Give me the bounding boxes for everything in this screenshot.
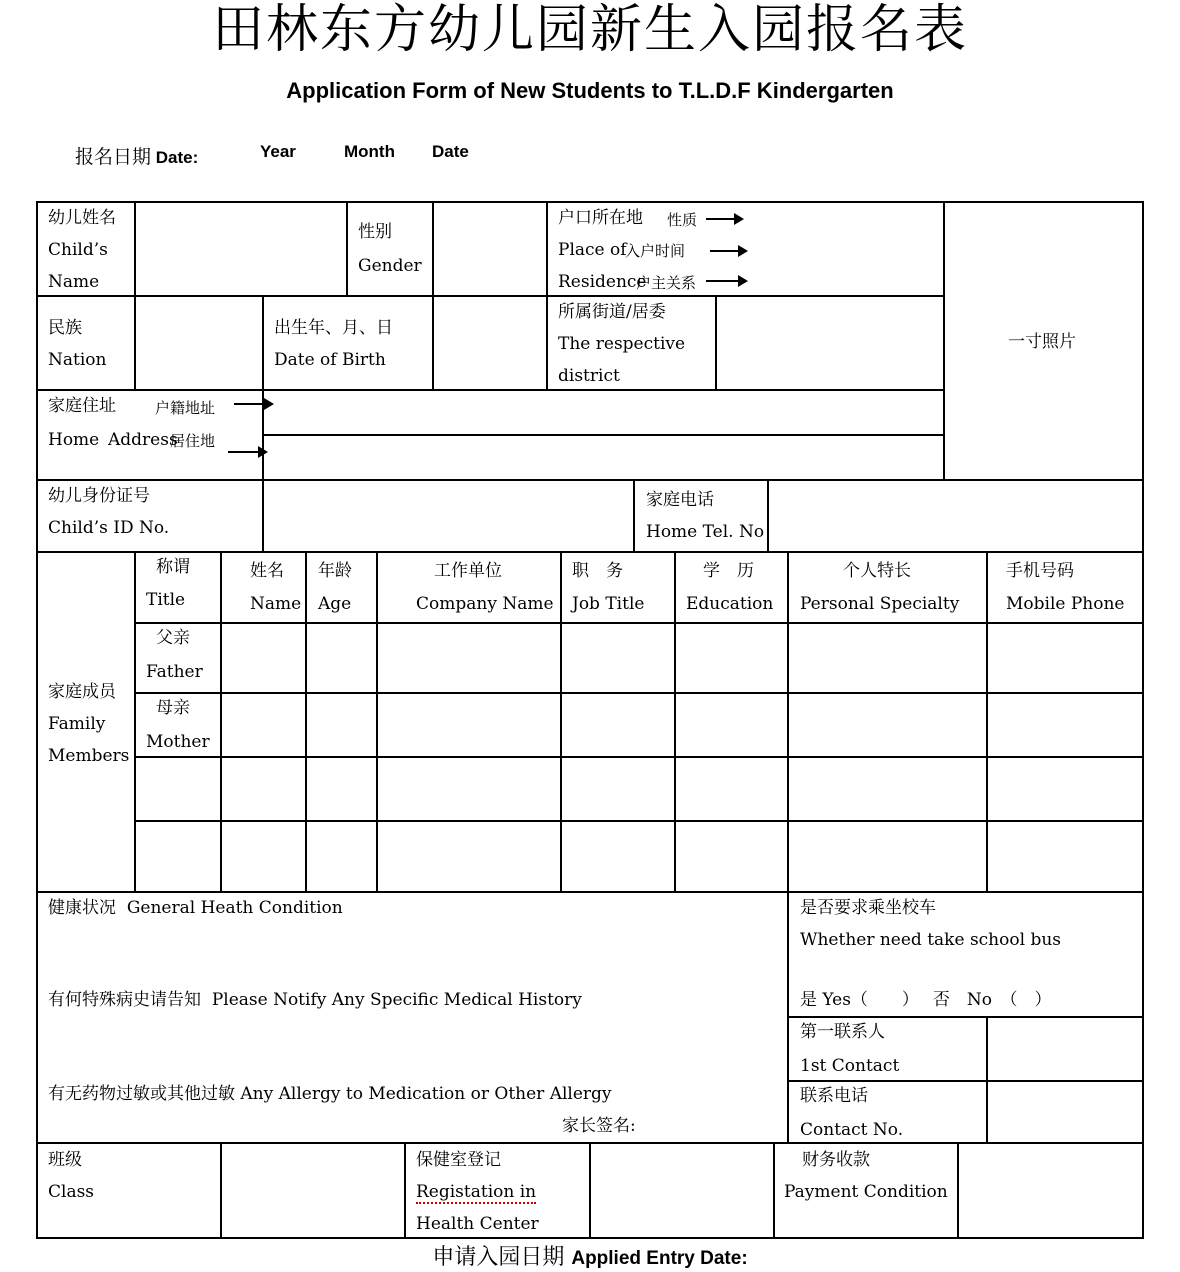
address-label-en: Address	[108, 430, 178, 450]
residence-nature-label: 性质	[667, 211, 698, 229]
applied-entry-date-label	[0, 1240, 1180, 1271]
health-registration-en1-text: Registation in	[416, 1182, 537, 1202]
health-registration-label-cn: 保健室登记	[416, 1150, 501, 1170]
contact-tel-label-en: Contact No.	[800, 1120, 904, 1140]
family-label-cn: 家庭成员	[48, 682, 116, 702]
payment-label-cn: 财务收款	[802, 1150, 870, 1170]
column-header-en: Age	[318, 594, 352, 614]
health-registration-label-en2: Health Center	[416, 1214, 539, 1234]
health-condition-cn: 健康状况	[48, 898, 116, 918]
allergy-cn: 有无药物过敏或其他过敏	[48, 1084, 235, 1104]
column-header-en: Name	[250, 594, 302, 614]
school-bus-label-en: Whether need take school bus	[800, 930, 1062, 950]
day-label: Date	[432, 142, 469, 161]
column-header-cn: 个人特长	[843, 561, 911, 581]
column-header-cn: 职 务	[572, 561, 623, 581]
father-label-cn: 父亲	[156, 628, 190, 648]
entry-date-cn: 申请入园日期	[432, 1245, 565, 1270]
medical-history-en: Please Notify Any Specific Medical History	[211, 990, 582, 1010]
home-tel-label-en: Home Tel. No	[646, 522, 765, 542]
entry-date-en: Applied Entry Date:	[571, 1248, 748, 1269]
column-header-cn: 学 历	[703, 561, 754, 581]
living-address-label: 居住地	[170, 432, 216, 450]
date-label-en: Date:	[155, 148, 199, 167]
column-header-en: Personal Specialty	[800, 594, 960, 614]
health-condition-label	[48, 898, 343, 918]
medical-history-label	[48, 990, 582, 1010]
class-label-cn: 班级	[48, 1150, 82, 1170]
class-label-en: Class	[48, 1182, 95, 1202]
column-header-en: Education	[686, 594, 774, 614]
column-header-en: Company Name	[416, 594, 554, 614]
column-header-cn: 手机号码	[1006, 561, 1074, 581]
column-header-cn: 工作单位	[434, 561, 502, 581]
payment-label-en: Payment Condition	[784, 1182, 948, 1202]
arrow-right-icon	[234, 403, 272, 405]
gender-label-cn: 性别	[358, 222, 392, 242]
school-bus-options: 是 Yes（ ） 否 No （ ）	[800, 990, 1052, 1010]
residence-label-en: Residence	[558, 272, 647, 292]
form-title: 田林东方幼儿园新生入园报名表	[211, 0, 968, 60]
arrow-right-icon	[706, 218, 742, 220]
dob-label-cn: 出生年、月、日	[274, 318, 393, 338]
child-id-label-en: Child’s ID No.	[48, 518, 170, 538]
nation-label-cn: 民族	[48, 318, 82, 338]
column-header-en: Mobile Phone	[1006, 594, 1125, 614]
child-name-label-en2: Name	[48, 272, 100, 292]
column-header-cn: 称谓	[156, 557, 190, 577]
gender-label-en: Gender	[358, 256, 422, 276]
date-label-cn: 报名日期	[75, 146, 152, 168]
head-relation-label: 户主关系	[636, 274, 697, 292]
first-contact-label-en: 1st Contact	[800, 1056, 900, 1076]
parent-signature-label: 家长签名:	[562, 1116, 636, 1136]
column-header-en: Job Title	[572, 594, 645, 614]
district-label-cn: 所属街道/居委	[558, 302, 666, 322]
registered-address-label: 户籍地址	[155, 399, 216, 417]
health-registration-label-en1	[416, 1182, 536, 1202]
child-name-label-en1: Child’s	[48, 240, 108, 260]
child-name-label-cn: 幼儿姓名	[48, 208, 116, 228]
family-label-en2: Members	[48, 746, 130, 766]
health-condition-en: General Heath Condition	[126, 898, 343, 918]
allergy-en: Any Allergy to Medication or Other Allergy	[240, 1084, 612, 1104]
father-label-en: Father	[146, 662, 203, 682]
home-label-en: Home	[48, 430, 100, 450]
child-id-label-cn: 幼儿身份证号	[48, 486, 150, 506]
column-header-en: Title	[146, 590, 186, 610]
school-bus-label-cn: 是否要求乘坐校车	[800, 898, 936, 918]
district-label-en1: The respective	[558, 334, 686, 354]
medical-history-cn: 有何特殊病史请告知	[48, 990, 201, 1010]
nation-label-en: Nation	[48, 350, 107, 370]
arrow-right-icon	[228, 451, 266, 453]
family-label-en1: Family	[48, 714, 106, 734]
dob-label-en: Date of Birth	[274, 350, 386, 370]
column-header-cn: 姓名	[250, 561, 284, 581]
district-label-en2: district	[558, 366, 620, 386]
first-contact-label-cn: 第一联系人	[800, 1022, 885, 1042]
year-label: Year	[260, 142, 296, 161]
arrow-right-icon	[706, 280, 746, 282]
entry-time-label: 入户时间	[625, 242, 686, 260]
column-header-cn: 年龄	[318, 561, 352, 581]
photo-placeholder-label: 一寸照片	[1008, 332, 1076, 352]
place-of-label: Place of	[558, 240, 627, 260]
residence-label-cn: 户口所在地	[558, 208, 643, 228]
contact-tel-label-cn: 联系电话	[800, 1086, 868, 1106]
home-tel-label-cn: 家庭电话	[646, 490, 714, 510]
home-address-label-cn: 家庭住址	[48, 396, 116, 416]
allergy-label	[48, 1084, 612, 1104]
mother-label-cn: 母亲	[156, 698, 190, 718]
month-label: Month	[344, 142, 395, 161]
arrow-right-icon	[710, 250, 746, 252]
mother-label-en: Mother	[146, 732, 210, 752]
form-subtitle: Application Form of New Students to T.L.D.F Kindergarten	[286, 78, 894, 103]
